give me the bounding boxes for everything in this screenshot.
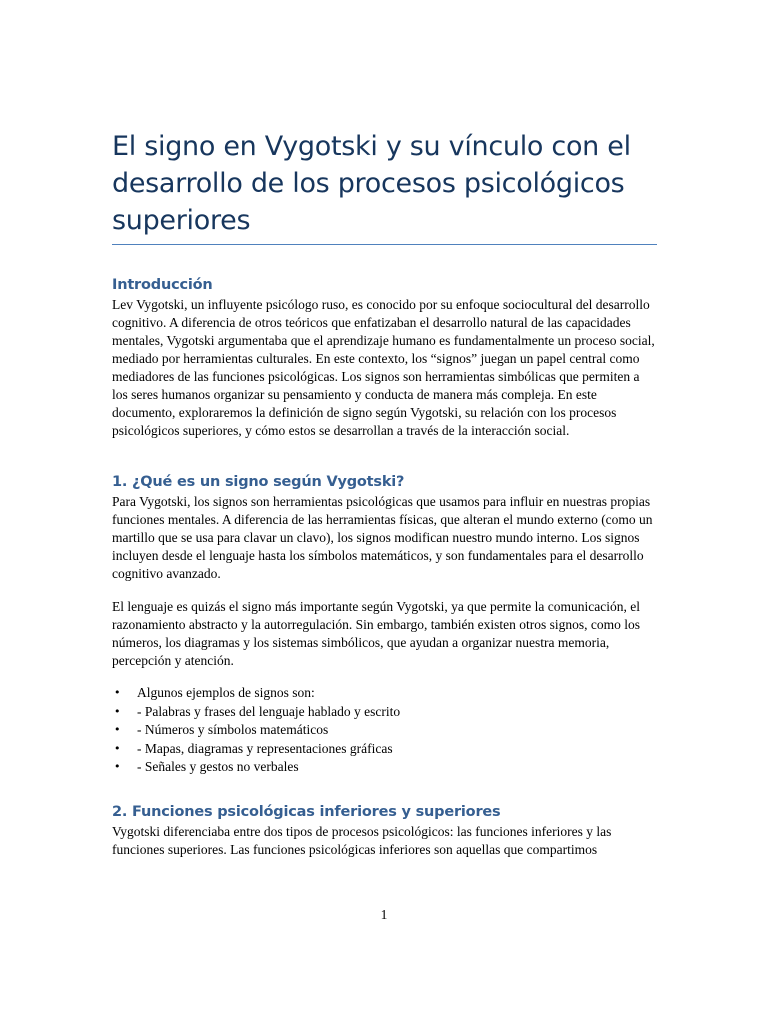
section-introduction: [112, 274, 657, 440]
page-number: 1: [380, 907, 388, 922]
list-item: [112, 703, 657, 722]
paragraph: El lenguaje es quizás el signo más importante según Vygotski, ya que permite la comunicación, el razonamiento abstracto y la autorregulación. Sin embargo, también existen otros signos, como los números, los diagramas y los sistemas simbólicos, que ayudan a organizar nuestra memoria, percepción y atención.: [112, 599, 640, 668]
paragraph: Lev Vygotski, un influyente psicólogo ruso, es conocido por su enfoque sociocultural del desarrollo cognitivo. A diferencia de otros teóricos que enfatizaban el desarrollo natural de las capacidades mentales, Vygotski argumentaba que el aprendizaje humano es fundamentalmente un proceso social, mediado por herramientas culturales. En este contexto, los “signos” juegan un papel central como mediadores de las funciones psicológicas. Los signos son herramientas simbólicas que permiten a los seres humanos organizar su pensamiento y conducta de manera más compleja. En este documento, exploraremos la definición de signo según Vygotski, su relación con los procesos psicológicos superiores, y cómo estos se desarrollan a través de la interacción social.: [112, 297, 655, 438]
paragraph: Para Vygotski, los signos son herramientas psicológicas que usamos para influir en nuestras propias funciones mentales. A diferencia de las herramientas físicas, que alteran el mundo externo (como un martillo que se usa para clavar un clavo), los signos modifican nuestro mundo interno. Los signos incluyen desde el lenguaje hasta los símbolos matemáticos, y son fundamentales para el desarrollo cognitivo avanzado.: [112, 494, 653, 581]
list-item: [112, 740, 657, 759]
section-psychological-functions: [112, 801, 657, 859]
bullet-list: [112, 684, 657, 777]
bullet-icon: •: [114, 686, 121, 699]
section-heading: Introducción: [112, 277, 213, 293]
title-underline: [112, 244, 657, 245]
paragraph: Vygotski diferenciaba entre dos tipos de procesos psicológicos: las funciones inferiores y las funciones superiores. Las funciones psicológicas inferiores son aquellas que compartimos: [112, 823, 612, 857]
section-heading: 1. ¿Qué es un signo según Vygotski?: [112, 474, 405, 490]
list-item: [112, 721, 657, 740]
list-item-text: - Señales y gestos no verbales: [137, 759, 299, 774]
list-item: [112, 684, 657, 703]
list-item-text: Algunos ejemplos de signos son:: [137, 685, 315, 700]
bullet-icon: •: [114, 723, 121, 736]
bullet-icon: •: [114, 741, 121, 755]
list-item-text: - Números y símbolos matemáticos: [137, 722, 329, 737]
section-heading: 2. Funciones psicológicas inferiores y superiores: [112, 803, 501, 820]
list-item: [112, 758, 657, 777]
document-title: El signo en Vygotski y su vínculo con el desarrollo de los procesos psicológicos superiores: [112, 131, 631, 236]
section-what-is-a-sign: [112, 471, 657, 777]
document-body: [112, 274, 657, 859]
list-item-text: - Mapas, diagramas y representaciones gráficas: [137, 740, 393, 756]
list-item-text: - Palabras y frases del lenguaje hablado y escrito: [137, 703, 401, 719]
bullet-icon: •: [114, 704, 121, 718]
bullet-icon: •: [114, 760, 121, 773]
